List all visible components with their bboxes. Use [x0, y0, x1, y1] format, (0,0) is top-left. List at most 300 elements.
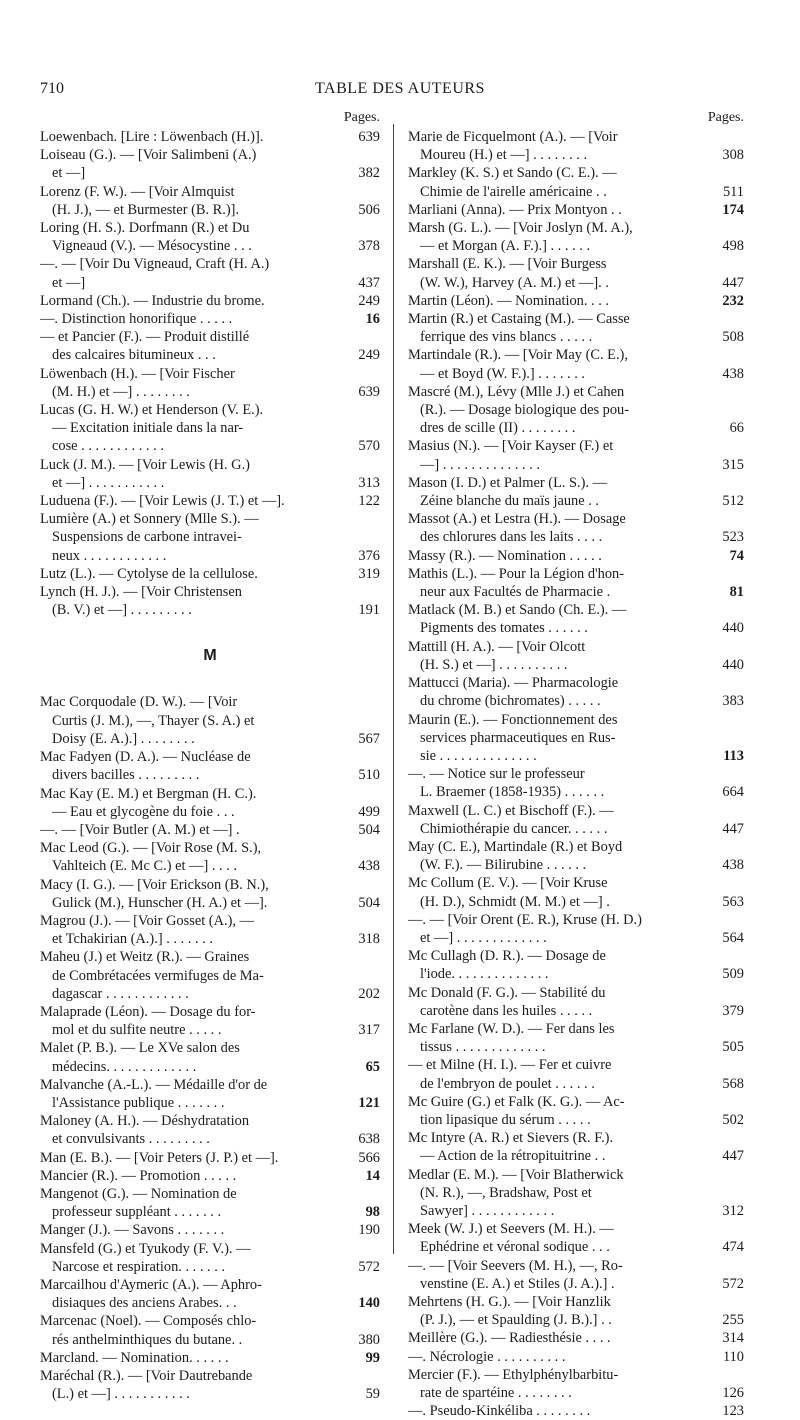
entry-text: Pigments des tomates . . . . . . [420, 620, 588, 637]
entry-line [40, 785, 380, 803]
entry-text: mol et du sulfite neutre . . . . . [52, 1022, 222, 1039]
entry-line [40, 1094, 380, 1112]
entry-line [408, 237, 744, 255]
entry-line [408, 510, 744, 528]
entry-page-number: 639 [358, 129, 380, 145]
entry-page-number: 383 [722, 693, 744, 710]
entry-text: Mattucci (Maria). — Pharmacologie [408, 675, 619, 692]
entry-line [40, 1221, 380, 1239]
entry-line [408, 656, 744, 674]
entry-line [408, 128, 744, 146]
entry-page-number: 440 [722, 656, 744, 673]
entry-line [408, 1075, 744, 1093]
entry-line [408, 729, 744, 747]
entry-line [408, 565, 744, 583]
index-entry [40, 1276, 380, 1312]
entry-page-number: 572 [722, 1275, 744, 1292]
entry-text: Malaprade (Léon). — Dosage du for- [40, 1003, 256, 1020]
entry-text: (B. V.) et —] . . . . . . . . . [52, 602, 192, 619]
entry-line [40, 365, 380, 383]
entry-text: Lorenz (F. W.). — [Voir Almquist [40, 183, 235, 200]
index-entry [40, 876, 380, 912]
entry-page-number: 570 [358, 438, 380, 455]
entry-line [408, 1402, 744, 1420]
entry-text: l'Assistance publique . . . . . . . [52, 1094, 225, 1111]
entry-line [40, 383, 380, 401]
entry-line [408, 820, 744, 838]
entry-text: Markley (K. S.) et Sando (C. E.). — [408, 165, 617, 182]
entry-line [40, 930, 380, 948]
entry-line [408, 292, 744, 310]
index-entry [40, 1076, 380, 1112]
entry-line [408, 528, 744, 546]
entry-text: Löwenbach (H.). — [Voir Fischer [40, 365, 235, 382]
entry-line [40, 1349, 380, 1367]
entry-line [408, 492, 744, 510]
index-entry [408, 1129, 744, 1165]
entry-page-number: 174 [722, 201, 744, 218]
entry-text: et —] [52, 165, 86, 182]
entry-text: rate de spartéine . . . . . . . . [420, 1385, 572, 1402]
entry-page-number: 502 [722, 1111, 744, 1128]
entry-line [408, 346, 744, 364]
entry-text: Masius (N.). — [Voir Kayser (F.) et [408, 438, 614, 455]
index-entry [40, 948, 380, 1003]
entry-text: professeur suppléant . . . . . . . [52, 1204, 222, 1221]
entry-line [40, 766, 380, 784]
entry-page-number: 59 [365, 1386, 380, 1403]
entry-line [408, 893, 744, 911]
entry-line [408, 947, 744, 965]
entry-line [408, 328, 744, 346]
entry-text: — Action de la rétropituitrine . . [420, 1148, 606, 1165]
page-title: TABLE DES AUTEURS [315, 80, 485, 97]
pages-label: Pages. [343, 110, 380, 125]
index-entry [408, 565, 744, 601]
entry-line [408, 1293, 744, 1311]
entry-line [408, 1056, 744, 1074]
entry-text: Lumière (A.) et Sonnery (Mlle S.). — [40, 511, 259, 528]
entry-page-number: 504 [358, 894, 380, 911]
entry-page-number: 99 [365, 1349, 380, 1366]
entry-page-number: 98 [365, 1204, 380, 1221]
index-entry [408, 1166, 744, 1221]
entry-line [40, 821, 380, 839]
entry-text: Marliani (Anna). — Prix Montyon . . [408, 201, 622, 218]
entry-text: Luduena (F.). — [Voir Lewis (J. T.) et —]. [40, 493, 285, 510]
index-entry [408, 1402, 744, 1420]
entry-text: Maxwell (L. C.) et Bischoff (F.). — [408, 802, 614, 819]
entry-line [408, 1238, 744, 1256]
entry-text: services pharmaceutiques en Rus- [420, 729, 616, 746]
entry-page-number: 16 [365, 311, 380, 328]
entry-line [40, 492, 380, 510]
entry-line [40, 528, 380, 546]
index-entry [40, 748, 380, 784]
entry-text: des chlorures dans les laits . . . . [420, 529, 603, 546]
entry-text: (N. R.), —, Bradshaw, Post et [420, 1184, 592, 1201]
entry-text: de l'embryon de poulet . . . . . . [420, 1075, 595, 1092]
entry-page-number: 505 [722, 1039, 744, 1056]
entry-line [40, 748, 380, 766]
entry-line [408, 856, 744, 874]
index-entry [408, 219, 744, 255]
entry-page-number: 318 [358, 931, 380, 948]
entry-text: médecins. . . . . . . . . . . . . [52, 1058, 197, 1075]
entry-line [40, 948, 380, 966]
entry-text: Marcland. — Nomination. . . . . . [40, 1349, 229, 1366]
entry-text: —. Pseudo-Kinkéliba . . . . . . . . [408, 1403, 591, 1420]
entry-line [40, 164, 380, 182]
entry-line [40, 730, 380, 748]
entry-page-number: 121 [358, 1094, 380, 1111]
index-entry [40, 1039, 380, 1075]
entry-text: Meek (W. J.) et Seevers (M. H.). — [408, 1221, 614, 1238]
entry-line [408, 929, 744, 947]
entry-page-number: 567 [358, 730, 380, 747]
entry-text: de Combrétacées vermifuges de Ma- [52, 967, 264, 984]
index-entry [408, 1293, 744, 1329]
entry-line [408, 547, 744, 565]
entry-page-number: 249 [358, 347, 380, 364]
entry-text: Mac Leod (G.). — [Voir Rose (M. S.), [40, 840, 262, 857]
entry-text: — Eau et glycogène du foie . . . [52, 803, 235, 820]
entry-page-number: 523 [722, 529, 744, 546]
left-column [40, 108, 380, 1403]
entry-line [40, 255, 380, 273]
entry-line [40, 1112, 380, 1130]
entry-text: tissus . . . . . . . . . . . . . [420, 1039, 546, 1056]
entry-line [40, 1021, 380, 1039]
index-entry [40, 1240, 380, 1276]
entry-line [40, 894, 380, 912]
entry-line [408, 310, 744, 328]
entry-line [408, 638, 744, 656]
entry-line [40, 1276, 380, 1294]
entry-line [408, 619, 744, 637]
entry-page-number: 563 [722, 893, 744, 910]
entry-text: Marcenac (Noel). — Composés chlo- [40, 1313, 257, 1330]
entry-line [408, 201, 744, 219]
index-entry [408, 874, 744, 910]
entry-line [40, 346, 380, 364]
entry-page-number: 509 [722, 966, 744, 983]
entry-page-number: 508 [722, 329, 744, 346]
entry-text: dres de scille (II) . . . . . . . . [420, 420, 576, 437]
entry-line [408, 1366, 744, 1384]
entry-page-number: 512 [722, 493, 744, 510]
entry-text: Lutz (L.). — Cytolyse de la cellulose. [40, 565, 258, 582]
entry-page-number: 255 [722, 1312, 744, 1329]
entry-text: et —] [52, 274, 86, 291]
entry-line [408, 383, 744, 401]
index-entry [408, 128, 744, 164]
entry-line [408, 838, 744, 856]
entry-text: Loring (H. S.). Dorfmann (R.) et Du [40, 220, 250, 237]
entry-line [40, 1294, 380, 1312]
entry-page-number: 438 [722, 857, 744, 874]
entry-text: Curtis (J. M.), —, Thayer (S. A.) et [52, 712, 255, 729]
entry-line [408, 255, 744, 273]
index-entry [40, 785, 380, 821]
entry-page-number: 312 [722, 1202, 744, 1219]
entry-text: — et Milne (H. I.). — Fer et cuivre [408, 1057, 612, 1074]
entry-text: Luck (J. M.). — [Voir Lewis (H. G.) [40, 456, 250, 473]
index-entry [408, 346, 744, 382]
entry-text: Mac Corquodale (D. W.). — [Voir [40, 694, 238, 711]
entry-page-number: 74 [729, 547, 744, 564]
entry-line [408, 1002, 744, 1020]
entry-page-number: 313 [358, 474, 380, 491]
index-entry [408, 947, 744, 983]
entry-page-number: 380 [358, 1331, 380, 1348]
entry-line [40, 876, 380, 894]
entries-right-group [408, 128, 744, 1420]
index-entry [408, 911, 744, 947]
entry-text: (W. W.), Harvey (A. M.) et —]. . [420, 274, 609, 291]
entry-page-number: 66 [729, 420, 744, 437]
entry-line [408, 783, 744, 801]
entry-page-number: 438 [722, 365, 744, 382]
index-entry [40, 146, 380, 182]
entry-line [408, 419, 744, 437]
right-column [408, 108, 744, 1420]
entry-page-number: 440 [722, 620, 744, 637]
page-header [40, 80, 760, 104]
entry-page-number: 308 [722, 147, 744, 164]
entry-line [408, 456, 744, 474]
entry-text: l'iode. . . . . . . . . . . . . . [420, 966, 549, 983]
index-entry [408, 1348, 744, 1366]
index-entry [40, 365, 380, 401]
entry-text: Suspensions de carbone intravei- [52, 529, 242, 546]
entry-line [408, 164, 744, 182]
entry-line [40, 712, 380, 730]
index-entry [408, 1329, 744, 1347]
entry-page-number: 379 [722, 1002, 744, 1019]
entry-line [40, 985, 380, 1003]
entry-page-number: 202 [358, 985, 380, 1002]
index-entry [408, 802, 744, 838]
entry-text: Loewenbach. [Lire : Löwenbach (H.)]. [40, 129, 264, 145]
index-entry [40, 1167, 380, 1185]
entry-line [408, 183, 744, 201]
entry-line [40, 1185, 380, 1203]
index-entry [40, 510, 380, 565]
entry-line [408, 1311, 744, 1329]
entry-line [408, 1147, 744, 1165]
entry-line [40, 583, 380, 601]
entry-page-number: 123 [722, 1403, 744, 1420]
index-entry [408, 310, 744, 346]
entry-text: — et Morgan (A. F.).] . . . . . . [420, 238, 591, 255]
entry-page-number: 65 [365, 1058, 380, 1075]
index-entry [40, 328, 380, 364]
index-entry [40, 1349, 380, 1367]
entry-text: Zéine blanche du maïs jaune . . [420, 493, 600, 510]
entry-page-number: 438 [358, 858, 380, 875]
page-number: 710 [40, 80, 64, 97]
entry-page-number: 140 [358, 1295, 380, 1312]
entry-line [40, 328, 380, 346]
entry-text: Marie de Ficquelmont (A.). — [Voir [408, 129, 618, 145]
entry-text: ferrique des vins blancs . . . . . [420, 329, 593, 346]
entry-text: dagascar . . . . . . . . . . . . [52, 985, 189, 1002]
entry-page-number: 511 [722, 183, 744, 200]
entry-text: Vigneaud (V.). — Mésocystine . . . [52, 238, 252, 255]
entry-line [40, 1312, 380, 1330]
entry-page-number: 378 [358, 238, 380, 255]
entry-line [408, 219, 744, 237]
entry-text: Martin (R.) et Castaing (M.). — Casse [408, 311, 630, 328]
entry-text: Massot (A.) et Lestra (H.). — Dosage [408, 511, 626, 528]
entry-text: Man (E. B.). — [Voir Peters (J. P.) et —]. [40, 1149, 279, 1166]
entry-text: Macy (I. G.). — [Voir Erickson (B. N.), [40, 876, 269, 893]
entry-line [40, 547, 380, 565]
entry-page-number: 249 [358, 292, 380, 309]
entry-page-number: 317 [358, 1022, 380, 1039]
index-entry [40, 565, 380, 583]
entry-line [408, 1166, 744, 1184]
entry-text: — et Boyd (W. F.).] . . . . . . . [420, 365, 585, 382]
entry-line [40, 1258, 380, 1276]
entry-line [40, 183, 380, 201]
entry-line [408, 437, 744, 455]
entry-line [408, 1384, 744, 1402]
entry-text: disiaques des anciens Arabes. . . [52, 1295, 237, 1312]
entry-text: et —] . . . . . . . . . . . . . [420, 929, 547, 946]
index-entry [408, 292, 744, 310]
entry-line [40, 912, 380, 930]
entry-text: Mc Intyre (A. R.) et Sievers (R. F.). [408, 1130, 614, 1147]
entry-page-number: 572 [358, 1258, 380, 1275]
entry-text: Lucas (G. H. W.) et Henderson (V. E.). [40, 402, 264, 419]
entry-text: Lormand (Ch.). — Industrie du brome. [40, 292, 265, 309]
entry-line [408, 747, 744, 765]
entry-line [40, 565, 380, 583]
entry-text: cose . . . . . . . . . . . . [52, 438, 164, 455]
entry-line [40, 401, 380, 419]
entry-page-number: 564 [722, 929, 744, 946]
entry-line [408, 1220, 744, 1238]
entry-page-number: 81 [729, 584, 744, 601]
entry-line [408, 1202, 744, 1220]
entry-text: venstine (E. A.) et Stiles (J. A.).] . [420, 1275, 615, 1292]
entry-page-number: 638 [358, 1131, 380, 1148]
entry-text: L. Braemer (1858-1935) . . . . . . [420, 784, 605, 801]
entry-line [40, 1058, 380, 1076]
index-entry [408, 437, 744, 473]
entry-text: Ephédrine et véronal sodique . . . [420, 1239, 610, 1256]
entry-line [40, 292, 380, 310]
entry-text: Mac Fadyen (D. A.). — Nucléase de [40, 749, 251, 766]
entry-line [408, 911, 744, 929]
entry-line [408, 1257, 744, 1275]
entry-text: May (C. E.), Martindale (R.) et Boyd [408, 838, 623, 855]
entry-page-number: 315 [722, 456, 744, 473]
index-entry [40, 583, 380, 619]
entry-text: —. — [Voir Orent (E. R.), Kruse (H. D.) [408, 911, 642, 928]
entry-text: (W. F.). — Bilirubine . . . . . . [420, 857, 587, 874]
index-entry [40, 839, 380, 875]
entry-text: Martin (Léon). — Nomination. . . . [408, 292, 610, 309]
entry-line [408, 765, 744, 783]
entry-line [408, 401, 744, 419]
entry-text: tion lipasique du sérum . . . . . [420, 1111, 591, 1128]
entry-text: Gulick (M.), Hunscher (H. A.) et —]. [52, 894, 268, 911]
entry-text: neux . . . . . . . . . . . . [52, 547, 167, 564]
entry-text: —. — [Voir Du Vigneaud, Craft (H. A.) [40, 256, 270, 273]
entry-text: (H. S.) et —] . . . . . . . . . . [420, 656, 568, 673]
entry-page-number: 499 [358, 803, 380, 820]
entry-text: (H. D.), Schmidt (M. M.) et —] . [420, 893, 610, 910]
index-entry [40, 912, 380, 948]
index-entry [40, 821, 380, 839]
entry-page-number: 568 [722, 1075, 744, 1092]
index-entry [408, 1366, 744, 1402]
entry-line [40, 456, 380, 474]
index-entry [40, 492, 380, 510]
index-entry [40, 1003, 380, 1039]
entry-text: Mangenot (G.). — Nomination de [40, 1185, 237, 1202]
entry-text: Mehrtens (H. G.). — [Voir Hanzlik [408, 1294, 611, 1310]
index-entry [408, 1257, 744, 1293]
entry-page-number: 498 [722, 238, 744, 255]
entry-text: du chrome (bichromates) . . . . . [420, 693, 601, 710]
entry-text: Mathis (L.). — Pour la Légion d'hon- [408, 565, 625, 582]
entry-text: Mc Guire (G.) et Falk (K. G.). — Ac- [408, 1093, 625, 1110]
entry-text: —] . . . . . . . . . . . . . . [420, 456, 540, 473]
entry-text: Mc Cullagh (D. R.). — Dosage de [408, 948, 606, 965]
entry-text: Maurin (E.). — Fonctionnement des [408, 711, 618, 728]
entry-text: —. — [Voir Butler (A. M.) et —] . [40, 821, 240, 838]
index-entry [408, 838, 744, 874]
entry-text: divers bacilles . . . . . . . . . [52, 767, 200, 784]
entry-line [408, 365, 744, 383]
entry-line [40, 1367, 380, 1385]
entry-line [40, 1149, 380, 1167]
entry-text: Moureu (H.) et —] . . . . . . . . [420, 147, 588, 164]
entry-line [408, 274, 744, 292]
entry-line [40, 510, 380, 528]
entry-text: des calcaires bitumineux . . . [52, 347, 216, 364]
entry-text: et convulsivants . . . . . . . . . [52, 1131, 210, 1148]
entry-line [40, 803, 380, 821]
entry-line [408, 674, 744, 692]
index-entry [40, 1367, 380, 1403]
entry-text: Malvanche (A.-L.). — Médaille d'or de [40, 1076, 268, 1093]
entry-line [40, 310, 380, 328]
entry-line [40, 1076, 380, 1094]
entry-line [40, 128, 380, 146]
entry-text: rés anthelminthiques du butane. . [52, 1331, 243, 1348]
index-entry [40, 1221, 380, 1239]
entry-text: Narcose et respiration. . . . . . . [52, 1258, 226, 1275]
entry-text: Lynch (H. J.). — [Voir Christensen [40, 584, 242, 601]
entry-text: Mattill (H. A.). — [Voir Olcott [408, 638, 586, 655]
entry-line [408, 1093, 744, 1111]
entry-page-number: 319 [358, 565, 380, 582]
entry-line [40, 237, 380, 255]
entry-line [408, 1348, 744, 1366]
entry-page-number: 382 [358, 165, 380, 182]
entry-text: —. Nécrologie . . . . . . . . . . [408, 1348, 566, 1365]
entry-page-number: 190 [358, 1222, 380, 1239]
entry-text: Matlack (M. B.) et Sando (Ch. E.). — [408, 602, 627, 619]
index-entry [408, 547, 744, 565]
entry-line [408, 1275, 744, 1293]
index-entry [408, 201, 744, 219]
